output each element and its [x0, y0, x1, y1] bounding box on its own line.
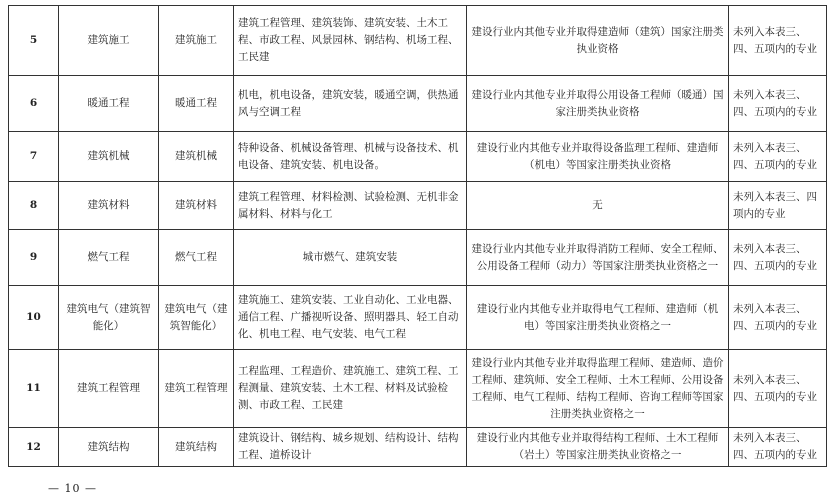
related-majors: 机电，机电设备，建筑安装，暖通空调，供热通风与空调工程 — [234, 76, 467, 132]
remark: 未列入本表三、四项内的专业 — [729, 182, 827, 230]
related-majors: 工程监理、工程造价、建筑施工、建筑工程、工程测量、建筑安装、土木工程、材料及试验检测、市政工程、工民建 — [234, 350, 467, 428]
table-row — [9, 428, 827, 467]
qualification-table — [8, 5, 827, 467]
table-row — [9, 286, 827, 350]
row-number: 6 — [9, 76, 59, 132]
remark: 未列入本表三、四、五项内的专业 — [729, 132, 827, 182]
qualification-requirement: 建设行业内其他专业并取得公用设备工程师（暖通）国家注册类执业资格 — [467, 76, 729, 132]
category-name: 建筑工程管理 — [59, 350, 159, 428]
related-majors: 建筑工程管理、建筑装饰、建筑安装、土木工程、市政工程、风景园林、钢结构、机场工程、工民建 — [234, 6, 467, 76]
related-majors: 建筑施工、建筑安装、工业自动化、工业电器、通信工程、广播视听设备、照明器具、轻工自动化、机电工程、电气安装、电气工程 — [234, 286, 467, 350]
category-name: 暖通工程 — [59, 76, 159, 132]
related-majors: 城市燃气、建筑安装 — [234, 230, 467, 286]
row-number: 12 — [9, 428, 59, 467]
remark: 未列入本表三、四、五项内的专业 — [729, 350, 827, 428]
category-name: 燃气工程 — [59, 230, 159, 286]
page-number: — 10 — — [48, 482, 97, 495]
table-row — [9, 132, 827, 182]
table-row — [9, 182, 827, 230]
qualification-requirement: 建设行业内其他专业并取得电气工程师、建造师（机电）等国家注册类执业资格之一 — [467, 286, 729, 350]
remark: 未列入本表三、四、五项内的专业 — [729, 230, 827, 286]
category-name: 建筑施工 — [59, 6, 159, 76]
row-number: 8 — [9, 182, 59, 230]
table-row — [9, 230, 827, 286]
qualification-requirement: 建设行业内其他专业并取得消防工程师、安全工程师、公用设备工程师（动力）等国家注册类执业资格之一 — [467, 230, 729, 286]
row-number: 7 — [9, 132, 59, 182]
qualification-requirement: 建设行业内其他专业并取得设备监理工程师、建造师（机电）等国家注册类执业资格 — [467, 132, 729, 182]
related-majors: 特种设备、机械设备管理、机械与设备技术、机电设备、建筑安装、机电设备。 — [234, 132, 467, 182]
original-category: 建筑结构 — [159, 428, 234, 467]
original-category: 建筑施工 — [159, 6, 234, 76]
category-name: 建筑电气（建筑智能化） — [59, 286, 159, 350]
original-category: 燃气工程 — [159, 230, 234, 286]
related-majors: 建筑工程管理、材料检测、试验检测、无机非金属材料、材料与化工 — [234, 182, 467, 230]
remark: 未列入本表三、四、五项内的专业 — [729, 76, 827, 132]
original-category: 建筑工程管理 — [159, 350, 234, 428]
row-number: 11 — [9, 350, 59, 428]
category-name: 建筑材料 — [59, 182, 159, 230]
qualification-requirement: 无 — [467, 182, 729, 230]
row-number: 10 — [9, 286, 59, 350]
original-category: 建筑电气（建筑智能化） — [159, 286, 234, 350]
category-name: 建筑机械 — [59, 132, 159, 182]
remark: 未列入本表三、四、五项内的专业 — [729, 6, 827, 76]
row-number: 9 — [9, 230, 59, 286]
table-row — [9, 76, 827, 132]
qualification-requirement: 建设行业内其他专业并取得建造师（建筑）国家注册类执业资格 — [467, 6, 729, 76]
qualification-requirement: 建设行业内其他专业并取得结构工程师、土木工程师（岩土）等国家注册类执业资格之一 — [467, 428, 729, 467]
related-majors: 建筑设计、钢结构、城乡规划、结构设计、结构工程、道桥设计 — [234, 428, 467, 467]
remark: 未列入本表三、四、五项内的专业 — [729, 428, 827, 467]
remark: 未列入本表三、四、五项内的专业 — [729, 286, 827, 350]
original-category: 暖通工程 — [159, 76, 234, 132]
qualification-requirement: 建设行业内其他专业并取得监理工程师、建造师、造价工程师、建筑师、安全工程师、土木工程师、公用设备工程师、电气工程师、结构工程师、咨询工程师等国家注册类执业资格之一 — [467, 350, 729, 428]
original-category: 建筑机械 — [159, 132, 234, 182]
category-name: 建筑结构 — [59, 428, 159, 467]
table-row — [9, 6, 827, 76]
original-category: 建筑材料 — [159, 182, 234, 230]
table-row — [9, 350, 827, 428]
row-number: 5 — [9, 6, 59, 76]
